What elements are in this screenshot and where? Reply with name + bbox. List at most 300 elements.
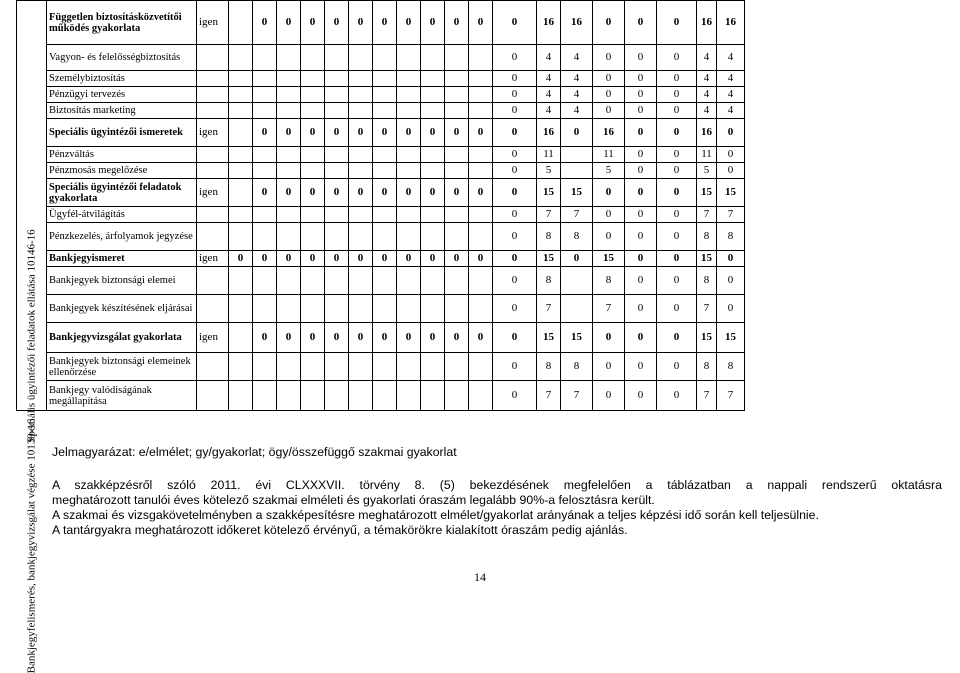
value-cell: [397, 223, 421, 251]
subject-name-cell: Bankjegyvizsgálat gyakorlata: [47, 323, 197, 353]
value-cell: 0: [301, 119, 325, 147]
value-cell: 15: [697, 179, 717, 207]
value-cell: 0: [593, 103, 625, 119]
value-cell: [469, 71, 493, 87]
flag-cell: [197, 71, 229, 87]
value-cell: [325, 147, 349, 163]
value-cell: [445, 87, 469, 103]
paragraph-line-2: meghatározott tanulói éves kötelező szakmai elméleti és gyakorlati óraszám legalább 90%-a felosztásra került.: [52, 493, 655, 507]
value-cell: [349, 381, 373, 411]
side-label-cell: [17, 1, 47, 673]
value-cell: 0: [253, 179, 277, 207]
flag-cell: [197, 207, 229, 223]
value-cell: 15: [593, 251, 625, 267]
value-cell: 0: [717, 163, 745, 179]
value-cell: 15: [561, 179, 593, 207]
value-cell: [373, 381, 397, 411]
value-cell: 5: [697, 163, 717, 179]
value-cell: 0: [277, 323, 301, 353]
table-row: [17, 353, 745, 381]
value-cell: [325, 45, 349, 71]
subject-name-cell: Független biztosításközvetítői működés gyakorlata: [47, 1, 197, 45]
value-cell: [373, 353, 397, 381]
value-cell: [277, 87, 301, 103]
value-cell: 8: [697, 267, 717, 295]
value-cell: 4: [537, 71, 561, 87]
value-cell: 0: [657, 179, 697, 207]
value-cell: 15: [537, 251, 561, 267]
value-cell: 0: [493, 179, 537, 207]
value-cell: 4: [697, 103, 717, 119]
value-cell: 0: [397, 119, 421, 147]
subject-name-cell: Bankjegyek biztonsági elemei: [47, 267, 197, 295]
value-cell: [373, 103, 397, 119]
value-cell: [253, 353, 277, 381]
value-cell: 0: [253, 323, 277, 353]
value-cell: 0: [657, 163, 697, 179]
value-cell: [469, 207, 493, 223]
value-cell: [277, 71, 301, 87]
value-cell: 0: [625, 179, 657, 207]
value-cell: [277, 45, 301, 71]
value-cell: 0: [717, 267, 745, 295]
value-cell: [445, 267, 469, 295]
value-cell: [325, 87, 349, 103]
value-cell: 7: [561, 381, 593, 411]
value-cell: [445, 295, 469, 323]
value-cell: [253, 295, 277, 323]
value-cell: 0: [397, 179, 421, 207]
value-cell: [253, 267, 277, 295]
value-cell: 0: [493, 251, 537, 267]
value-cell: [229, 223, 253, 251]
value-cell: 0: [625, 87, 657, 103]
subject-name-cell: Pénzkezelés, árfolyamok jegyzése: [47, 223, 197, 251]
value-cell: 7: [537, 207, 561, 223]
value-cell: [301, 381, 325, 411]
value-cell: [421, 353, 445, 381]
value-cell: 5: [593, 163, 625, 179]
value-cell: [301, 223, 325, 251]
value-cell: [349, 295, 373, 323]
value-cell: 0: [349, 323, 373, 353]
value-cell: 0: [445, 179, 469, 207]
value-cell: 4: [561, 71, 593, 87]
flag-cell: [197, 103, 229, 119]
value-cell: [373, 295, 397, 323]
value-cell: [253, 207, 277, 223]
value-cell: 8: [537, 223, 561, 251]
value-cell: [445, 163, 469, 179]
subject-name-cell: Bankjegy valódiságának megállapítása: [47, 381, 197, 411]
value-cell: 0: [657, 207, 697, 223]
value-cell: [445, 207, 469, 223]
table-row: [17, 267, 745, 295]
value-cell: 0: [445, 1, 469, 45]
value-cell: [301, 163, 325, 179]
value-cell: 7: [561, 207, 593, 223]
table-row: [17, 223, 745, 251]
value-cell: 0: [493, 223, 537, 251]
value-cell: [229, 147, 253, 163]
value-cell: [229, 119, 253, 147]
value-cell: [301, 103, 325, 119]
value-cell: 0: [657, 147, 697, 163]
value-cell: [253, 103, 277, 119]
value-cell: [373, 71, 397, 87]
value-cell: 0: [253, 119, 277, 147]
value-cell: 0: [625, 353, 657, 381]
value-cell: [229, 179, 253, 207]
value-cell: 7: [697, 207, 717, 223]
value-cell: [561, 163, 593, 179]
value-cell: [397, 353, 421, 381]
value-cell: 0: [445, 251, 469, 267]
value-cell: [373, 87, 397, 103]
value-cell: [229, 353, 253, 381]
table-row: [17, 323, 745, 353]
value-cell: [349, 87, 373, 103]
value-cell: 0: [657, 45, 697, 71]
value-cell: [301, 87, 325, 103]
value-cell: [397, 207, 421, 223]
value-cell: 0: [657, 251, 697, 267]
flag-cell: [197, 147, 229, 163]
value-cell: [445, 71, 469, 87]
table-row: [17, 179, 745, 207]
subject-name-cell: Személybiztosítás: [47, 71, 197, 87]
subject-name-cell: Bankjegyek készítésének eljárásai: [47, 295, 197, 323]
value-cell: 0: [373, 119, 397, 147]
value-cell: [469, 223, 493, 251]
value-cell: 4: [697, 71, 717, 87]
value-cell: 7: [717, 381, 745, 411]
value-cell: [421, 45, 445, 71]
value-cell: 7: [717, 207, 745, 223]
value-cell: 0: [657, 323, 697, 353]
value-cell: [445, 381, 469, 411]
value-cell: 0: [625, 1, 657, 45]
flag-cell: igen: [197, 119, 229, 147]
value-cell: 0: [397, 1, 421, 45]
value-cell: 0: [493, 295, 537, 323]
value-cell: 16: [561, 1, 593, 45]
value-cell: [301, 353, 325, 381]
table-row: [17, 251, 745, 267]
value-cell: [277, 223, 301, 251]
value-cell: 15: [537, 179, 561, 207]
value-cell: [349, 207, 373, 223]
value-cell: [301, 267, 325, 295]
value-cell: [421, 267, 445, 295]
value-cell: [469, 163, 493, 179]
value-cell: 0: [469, 119, 493, 147]
value-cell: 0: [593, 223, 625, 251]
value-cell: 0: [593, 45, 625, 71]
value-cell: 0: [229, 251, 253, 267]
value-cell: 0: [657, 1, 697, 45]
value-cell: [325, 71, 349, 87]
value-cell: [229, 267, 253, 295]
value-cell: 0: [625, 323, 657, 353]
value-cell: [277, 267, 301, 295]
value-cell: [349, 353, 373, 381]
value-cell: [421, 71, 445, 87]
value-cell: 0: [493, 1, 537, 45]
subject-name-cell: Speciális ügyintézői feladatok gyakorlata: [47, 179, 197, 207]
value-cell: [349, 103, 373, 119]
value-cell: [325, 163, 349, 179]
value-cell: [445, 103, 469, 119]
value-cell: 0: [657, 267, 697, 295]
value-cell: 0: [493, 207, 537, 223]
value-cell: [325, 381, 349, 411]
value-cell: 8: [717, 223, 745, 251]
value-cell: 4: [717, 87, 745, 103]
subject-name-cell: Ügyfél-átvilágítás: [47, 207, 197, 223]
value-cell: 0: [373, 179, 397, 207]
value-cell: 0: [421, 119, 445, 147]
value-cell: [445, 353, 469, 381]
value-cell: 0: [301, 179, 325, 207]
value-cell: [421, 207, 445, 223]
value-cell: 0: [625, 163, 657, 179]
value-cell: [301, 71, 325, 87]
value-cell: 0: [373, 251, 397, 267]
value-cell: [277, 103, 301, 119]
value-cell: 4: [697, 45, 717, 71]
page-number: 14: [474, 570, 486, 584]
value-cell: [253, 163, 277, 179]
value-cell: [397, 45, 421, 71]
subject-name-cell: Pénzváltás: [47, 147, 197, 163]
value-cell: 0: [277, 1, 301, 45]
value-cell: 16: [593, 119, 625, 147]
value-cell: [253, 147, 277, 163]
value-cell: [397, 295, 421, 323]
value-cell: 0: [349, 119, 373, 147]
value-cell: [373, 207, 397, 223]
value-cell: [229, 163, 253, 179]
table-row: [17, 103, 745, 119]
value-cell: 7: [537, 381, 561, 411]
value-cell: [561, 267, 593, 295]
value-cell: [349, 163, 373, 179]
value-cell: [373, 45, 397, 71]
subject-name-cell: Speciális ügyintézői ismeretek: [47, 119, 197, 147]
table-row: [17, 119, 745, 147]
value-cell: [469, 103, 493, 119]
value-cell: 8: [717, 353, 745, 381]
value-cell: 0: [373, 323, 397, 353]
flag-cell: [197, 267, 229, 295]
flag-cell: [197, 163, 229, 179]
value-cell: [397, 381, 421, 411]
value-cell: [561, 295, 593, 323]
subject-name-cell: Vagyon- és felelősségbiztosítás: [47, 45, 197, 71]
value-cell: 0: [445, 323, 469, 353]
value-cell: 11: [593, 147, 625, 163]
value-cell: [301, 207, 325, 223]
value-cell: [229, 381, 253, 411]
value-cell: 0: [493, 147, 537, 163]
value-cell: 0: [717, 119, 745, 147]
value-cell: [325, 353, 349, 381]
value-cell: 0: [349, 1, 373, 45]
value-cell: 0: [625, 103, 657, 119]
value-cell: 15: [717, 323, 745, 353]
value-cell: [325, 207, 349, 223]
value-cell: 0: [493, 163, 537, 179]
table-row: [17, 87, 745, 103]
table-row: [17, 147, 745, 163]
value-cell: [253, 45, 277, 71]
value-cell: 0: [445, 119, 469, 147]
value-cell: [421, 381, 445, 411]
value-cell: 16: [537, 119, 561, 147]
value-cell: 0: [593, 381, 625, 411]
value-cell: 0: [421, 251, 445, 267]
value-cell: [325, 103, 349, 119]
value-cell: 4: [717, 45, 745, 71]
value-cell: 4: [717, 103, 745, 119]
value-cell: 0: [625, 381, 657, 411]
value-cell: 0: [657, 87, 697, 103]
paragraph-line-1: A szakképzésről szóló 2011. évi CLXXXVII. törvény 8. (5) bekezdésének megfelelően a táblázatban a nappali rendszerű oktatásra: [52, 478, 942, 492]
value-cell: 11: [697, 147, 717, 163]
value-cell: 4: [537, 103, 561, 119]
value-cell: [421, 147, 445, 163]
value-cell: [373, 163, 397, 179]
value-cell: 0: [717, 147, 745, 163]
value-cell: [397, 267, 421, 295]
value-cell: 0: [593, 71, 625, 87]
value-cell: 0: [493, 381, 537, 411]
value-cell: [421, 163, 445, 179]
value-cell: 0: [625, 147, 657, 163]
value-cell: 8: [561, 353, 593, 381]
table-row: [17, 381, 745, 411]
value-cell: [229, 295, 253, 323]
flag-cell: [197, 223, 229, 251]
closing-paragraph: [52, 478, 942, 538]
value-cell: 4: [717, 71, 745, 87]
value-cell: 0: [717, 295, 745, 323]
value-cell: 5: [537, 163, 561, 179]
value-cell: [421, 87, 445, 103]
value-cell: [469, 381, 493, 411]
value-cell: [373, 223, 397, 251]
value-cell: 11: [537, 147, 561, 163]
value-cell: 4: [537, 45, 561, 71]
value-cell: 0: [593, 323, 625, 353]
value-cell: 0: [561, 251, 593, 267]
value-cell: [229, 1, 253, 45]
value-cell: 0: [373, 1, 397, 45]
value-cell: 0: [325, 119, 349, 147]
value-cell: 0: [625, 207, 657, 223]
value-cell: 0: [625, 223, 657, 251]
value-cell: 0: [625, 295, 657, 323]
value-cell: 0: [625, 251, 657, 267]
value-cell: 8: [537, 267, 561, 295]
value-cell: [253, 381, 277, 411]
value-cell: 0: [325, 179, 349, 207]
value-cell: [421, 295, 445, 323]
value-cell: 0: [301, 251, 325, 267]
flag-cell: [197, 353, 229, 381]
value-cell: 0: [301, 323, 325, 353]
value-cell: 15: [537, 323, 561, 353]
value-cell: 0: [493, 267, 537, 295]
value-cell: [561, 147, 593, 163]
value-cell: [325, 267, 349, 295]
value-cell: 0: [397, 251, 421, 267]
flag-cell: igen: [197, 1, 229, 45]
value-cell: [301, 45, 325, 71]
value-cell: [397, 103, 421, 119]
flag-cell: igen: [197, 179, 229, 207]
value-cell: 4: [561, 103, 593, 119]
value-cell: [349, 71, 373, 87]
value-cell: 0: [421, 179, 445, 207]
value-cell: 16: [717, 1, 745, 45]
value-cell: [469, 353, 493, 381]
value-cell: [445, 147, 469, 163]
value-cell: [277, 207, 301, 223]
value-cell: 0: [657, 381, 697, 411]
value-cell: 0: [469, 251, 493, 267]
value-cell: 0: [493, 323, 537, 353]
value-cell: [277, 163, 301, 179]
value-cell: [421, 103, 445, 119]
value-cell: [229, 323, 253, 353]
table-row: [17, 1, 745, 45]
value-cell: 15: [697, 323, 717, 353]
value-cell: [469, 87, 493, 103]
value-cell: 8: [697, 223, 717, 251]
value-cell: [277, 295, 301, 323]
value-cell: 0: [657, 223, 697, 251]
value-cell: 8: [561, 223, 593, 251]
table-row: [17, 207, 745, 223]
value-cell: 4: [697, 87, 717, 103]
value-cell: 0: [421, 323, 445, 353]
value-cell: 0: [469, 323, 493, 353]
legend-text: Jelmagyarázat: e/elmélet; gy/gyakorlat; ögy/összefüggő szakmai gyakorlat: [52, 445, 457, 459]
value-cell: 0: [493, 119, 537, 147]
value-cell: [349, 223, 373, 251]
subject-name-cell: Bankjegyismeret: [47, 251, 197, 267]
value-cell: 0: [493, 71, 537, 87]
value-cell: 15: [717, 179, 745, 207]
value-cell: 0: [349, 179, 373, 207]
flag-cell: igen: [197, 251, 229, 267]
value-cell: 16: [697, 119, 717, 147]
value-cell: 0: [277, 251, 301, 267]
value-cell: 7: [697, 381, 717, 411]
value-cell: 0: [593, 207, 625, 223]
value-cell: 8: [537, 353, 561, 381]
value-cell: [469, 147, 493, 163]
value-cell: 0: [325, 323, 349, 353]
value-cell: 0: [397, 323, 421, 353]
value-cell: [229, 45, 253, 71]
value-cell: 0: [325, 251, 349, 267]
value-cell: 0: [657, 353, 697, 381]
paragraph-line-4: A tantárgyakra meghatározott időkeret kötelező érvényű, a témakörökre kialakított óraszám pedig ajánlás.: [52, 523, 628, 537]
value-cell: 0: [625, 45, 657, 71]
